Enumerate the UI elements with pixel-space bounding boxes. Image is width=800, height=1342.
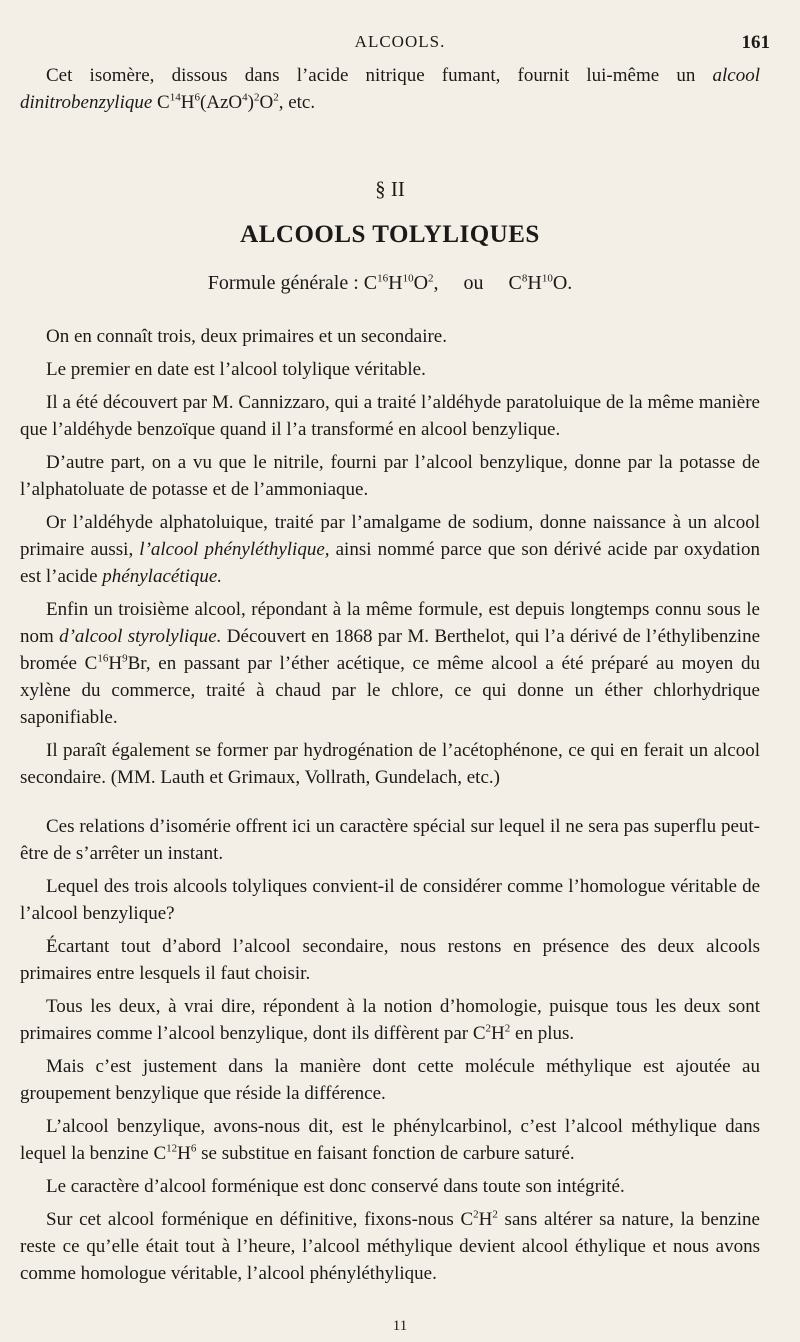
paragraph: Ces relations d’isomérie offrent ici un caractère spécial sur lequel il ne sera pas superflu peut-être de s’arrêter un instant. [20,816,760,864]
paragraph-text: Sur cet alcool forménique en définitive, fixons-nous C [46,1209,474,1230]
paragraph-text: se substitue en faisant fonction de carbure saturé. [196,1143,575,1164]
general-formula [20,270,760,297]
paragraph-text: Br, en passant par l’éther acétique, ce même alcool a été préparé au moyen du xylène du commerce, traité à chaud par le chlore, ce qui donne un éther chlorhydrique saponifiable. [20,653,761,728]
intro-formula-part: H [180,92,195,113]
intro-text: Cet isomère, dissous dans l’acide nitrique fumant, fournit lui-même un [46,65,713,86]
paragraph: D’autre part, on a vu que le nitrile, fourni par l’alcool benzylique, donne par la potasse de l’alphatoluate de potasse et de l’ammoniaque. [20,452,760,500]
formula-sup: 16 [377,272,389,285]
intro-formula-sup: 6 [194,91,200,104]
paragraph-gap [20,797,760,813]
formula-sup: 16 [97,652,109,665]
signature-mark: 11 [392,1318,408,1334]
formula-part: H [527,272,542,294]
page-number: 161 [741,32,770,53]
intro-formula-part: ) [247,92,254,113]
formula-part: O [413,272,429,294]
formula-sup: 2 [428,272,434,285]
formula-sup: 2 [492,1208,498,1221]
paragraph [20,1113,760,1167]
paragraph: Le premier en date est l’alcool tolylique véritable. [46,359,426,380]
paragraph: Mais c’est justement dans la manière dont cette molécule méthylique est ajoutée au groupement benzylique que réside la différence. [20,1056,760,1104]
paragraph-text: Tous les deux, à vrai dire, répondent à la notion d’homologie, puisque tous les deux sont primaires comme l’alcool benzylique, dont ils diffèrent par C [20,996,760,1044]
section-mark: § II [375,177,405,201]
page-header [0,32,800,54]
paragraph-text: Or l’aldéhyde alphatoluique, traité par l’amalgame de sodium, donne naissance à un alcool primaire aussi, [20,512,760,560]
formula-sup: 2 [473,1208,479,1221]
formula-sup: 10 [402,272,414,285]
section-title: ALCOOLS TOLYLIQUES [240,221,540,248]
paragraph-text: H [177,1143,191,1164]
intro-paragraph [20,62,760,116]
formula-sup: 10 [541,272,553,285]
formula-label: Formule générale : [207,272,364,294]
formula-sup: 12 [166,1142,178,1155]
intro-formula-part: C [157,92,170,113]
body-text [20,62,760,1293]
paragraph: Lequel des trois alcools tolyliques convient-il de considérer comme l’homologue véritable de l’alcool benzylique? [20,876,760,924]
intro-italic: alcool dinitrobenzylique [20,65,760,113]
paragraph: Il paraît également se former par hydrogénation de l’acétophénone, ce qui en ferait un alcool secondaire. (MM. Lauth et Grimaux, Vollrath, Gundelach, etc.) [20,740,760,788]
intro-formula-sup: 2 [253,91,260,104]
formula-sup: 2 [485,1022,492,1035]
paragraph-text: en plus. [510,1023,575,1044]
formula-separator: , ou [433,272,509,294]
paragraph-text: sans altérer sa nature, la benzine reste ce qu’elle était tout à l’heure, l’alcool méthylique devient alcool éthylique et nous avons comme homologue véritable, l’alcool phényléthylique. [20,1209,760,1284]
paragraph-text: H [108,653,123,674]
formula-part: H [388,272,403,294]
paragraph [20,509,760,590]
intro-formula-sup: 4 [242,91,248,104]
paragraph-italic: l’alcool phényléthylique, [139,539,330,560]
paragraph: Écartant tout d’abord l’alcool secondaire, nous restons en présence des deux alcools primaires entre lesquels il faut choisir. [20,936,760,984]
paragraph [20,596,760,731]
formula-sup: 6 [190,1142,197,1155]
intro-formula-sup: 14 [169,91,181,104]
paragraph: Le caractère d’alcool forménique est donc conservé dans toute son intégrité. [46,1176,625,1197]
paragraph-italic: d’alcool styrolylique. [59,626,222,647]
running-title: ALCOOLS. [354,32,446,51]
formula-part: C [508,272,522,294]
formula-sup: 9 [122,652,128,665]
formula-part: O. [552,272,573,294]
paragraph: Il a été découvert par M. Cannizzaro, qui a traité l’aldéhyde paratoluique de la même manière que l’aldéhyde benzoïque quand il l’a transformé en alcool benzylique. [20,392,760,440]
paragraph-text: H [491,1023,505,1044]
formula-sup: 2 [504,1022,511,1035]
paragraph [20,993,760,1047]
intro-formula-part: O [259,92,274,113]
paragraph [20,1206,760,1287]
intro-formula-sup: 2 [273,91,279,104]
paragraph-text: ainsi nommé parce que son dérivé acide par oxydation est l’acide [20,539,760,587]
paragraph-text: L’alcool benzylique, avons-nous dit, est le phénylcarbinol, c’est l’alcool méthylique dans lequel la benzine C [20,1116,760,1164]
paragraph-text: H [478,1209,493,1230]
paragraph-italic: phénylacétique. [102,566,223,587]
paragraph-text: Enfin un troisième alcool, répondant à la même formule, est depuis longtemps connu sous le nom [20,599,760,647]
paragraph: On en connaît trois, deux primaires et un secondaire. [46,326,447,347]
paragraph-text: Découvert en 1868 par M. Berthelot, qui l’a dérivé de l’éthylibenzine bromée C [20,626,761,674]
formula-sup: 8 [521,272,528,285]
formula-part: C [363,272,378,294]
intro-text-end: , etc. [278,92,316,113]
intro-formula-part: (AzO [199,92,243,113]
